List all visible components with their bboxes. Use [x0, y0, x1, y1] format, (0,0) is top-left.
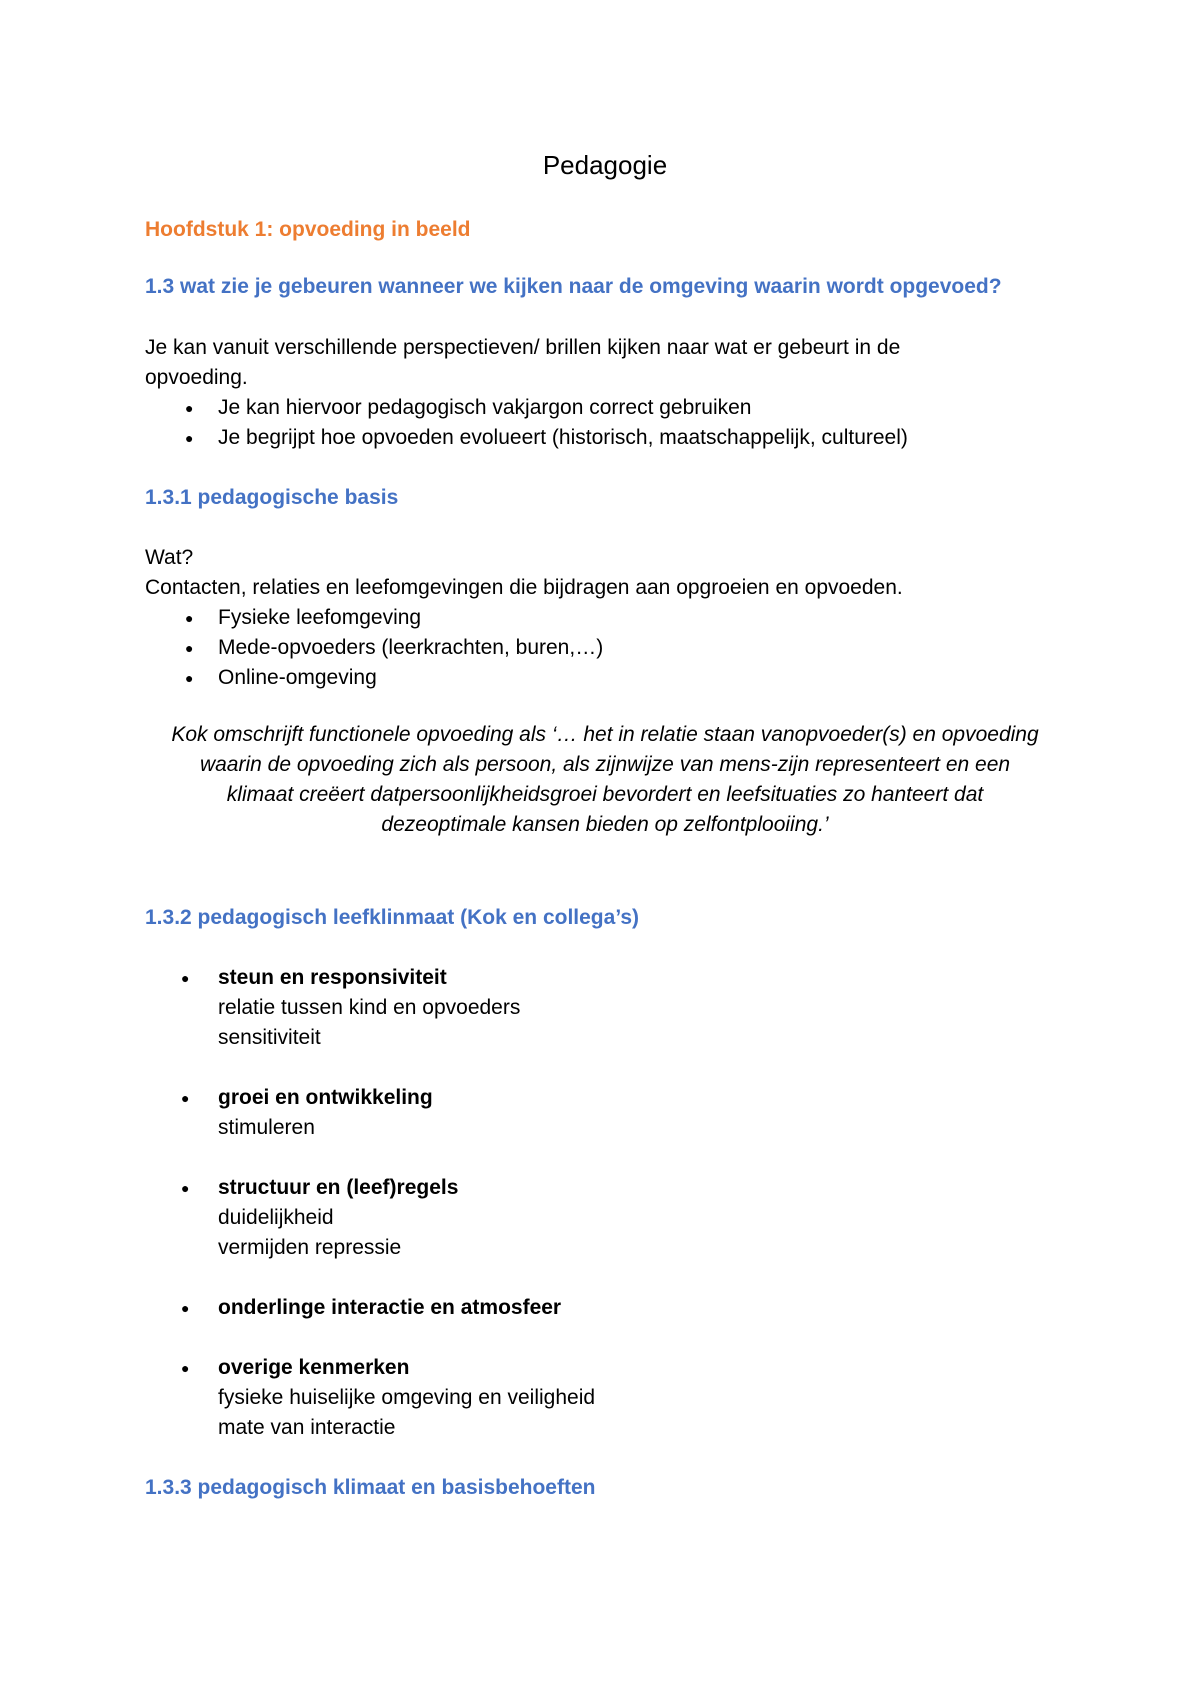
section-1-3-2-heading: 1.3.2 pedagogisch leefklinmaat (Kok en collega’s) [145, 906, 640, 929]
climate-item-title: steun en responsiviteit [218, 966, 447, 989]
climate-item-detail: vermijden repressie [218, 1236, 402, 1259]
list-item: ● Fysieke leefomgeving [145, 603, 603, 633]
climate-item-title: overige kenmerken [218, 1356, 410, 1379]
section-1-3-3-heading: 1.3.3 pedagogisch klimaat en basisbehoeften [145, 1476, 596, 1499]
section-1-3-heading: 1.3 wat zie je gebeuren wanneer we kijken naar de omgeving waarin wordt opgevoed? [145, 275, 1002, 298]
climate-item-detail: fysieke huiselijke omgeving en veiligheid [218, 1386, 596, 1409]
climate-item-title: onderlinge interactie en atmosfeer [218, 1296, 562, 1319]
quote-line: waarin de opvoeding zich als persoon, als zijnwijze van mens-zijn representeert en een [199, 753, 1011, 776]
list-item: ● Je begrijpt hoe opvoeden evolueert (historisch, maatschappelijk, cultureel) [145, 423, 908, 453]
quote-line: Kok omschrijft functionele opvoeding als ‘… het in relatie staan vanopvoeder(s) en opvoeding [171, 723, 1039, 746]
bullet-icon: ● [181, 970, 190, 986]
section-1-3-intro-line2: opvoeding. [145, 366, 248, 389]
climate-item-detail: stimuleren [218, 1116, 315, 1139]
section-1-3-1-heading: 1.3.1 pedagogische basis [145, 486, 399, 509]
page-title: Pedagogie [542, 150, 668, 180]
kok-quote [145, 720, 1065, 840]
section-1-3-bullet-list [145, 393, 908, 453]
chapter-heading: Hoofdstuk 1: opvoeding in beeld [145, 218, 471, 241]
section-1-3-1-definition: Contacten, relaties en leefomgevingen die bijdragen aan opgroeien en opvoeden. [145, 576, 903, 599]
bullet-icon: ● [181, 1090, 190, 1106]
quote-line: dezeoptimale kansen bieden op zelfontplooiing.’ [381, 813, 829, 836]
list-item: ● Je kan hiervoor pedagogisch vakjargon correct gebruiken [145, 393, 908, 423]
list-item: ● Online-omgeving [145, 663, 603, 693]
climate-item-title: structuur en (leef)regels [218, 1176, 459, 1199]
climate-item-title: groei en ontwikkeling [218, 1086, 433, 1109]
bullet-icon: ● [181, 1300, 190, 1316]
climate-item-detail: sensitiviteit [218, 1026, 321, 1049]
climate-item-detail: duidelijkheid [218, 1206, 334, 1229]
list-item: ● Mede-opvoeders (leerkrachten, buren,…) [145, 633, 603, 663]
section-1-3-1-bullet-list [145, 603, 603, 693]
section-1-3-1-question: Wat? [145, 546, 194, 569]
climate-item-detail: mate van interactie [218, 1416, 396, 1439]
section-1-3-intro-line1: Je kan vanuit verschillende perspectieven/ brillen kijken naar wat er gebeurt in de [145, 336, 901, 359]
bullet-icon: ● [181, 1180, 190, 1196]
quote-line: klimaat creëert datpersoonlijkheidsgroei bevordert en leefsituaties zo hanteert dat [226, 783, 984, 806]
bullet-icon: ● [181, 1360, 190, 1376]
climate-item-detail: relatie tussen kind en opvoeders [218, 996, 521, 1019]
